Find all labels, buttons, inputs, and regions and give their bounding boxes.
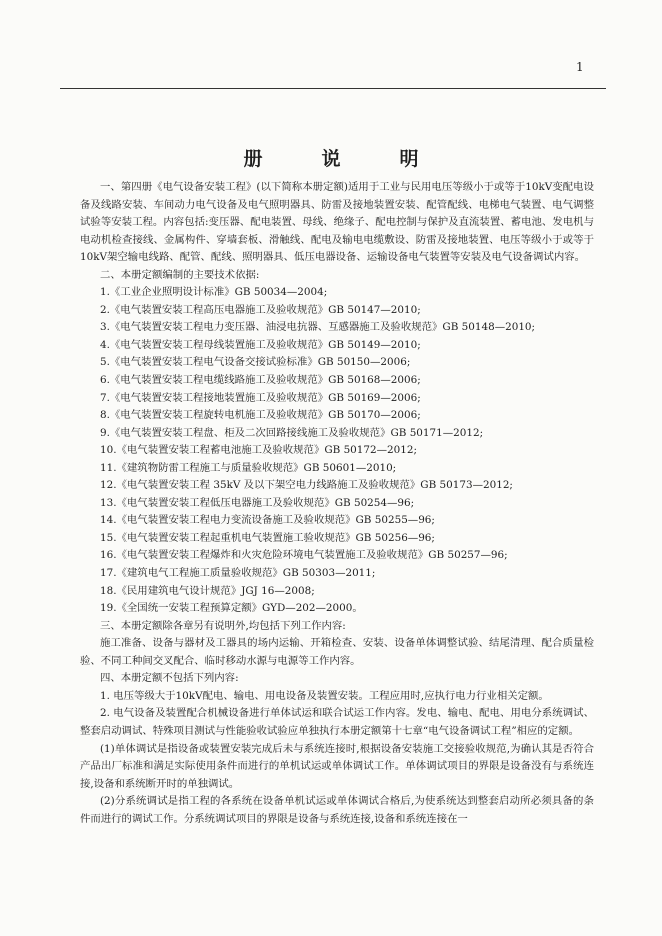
standard-item: 7.《电气装置安装工程接地装置施工及验收规范》GB 50169—2006; <box>100 391 421 404</box>
standard-item: 5.《电气装置安装工程电气设备交接试验标准》GB 50150—2006; <box>100 356 411 369</box>
standard-item: 13.《电气装置安装工程低压电器施工及验收规范》GB 50254—96; <box>100 496 415 509</box>
paragraph-work-scope-heading: 三、本册定额除各章另有说明外,均包括下列工作内容: <box>100 619 346 632</box>
standard-item: 4.《电气装置安装工程母线装置施工及验收规范》GB 50149—2010; <box>100 338 421 351</box>
standard-item: 3.《电气装置安装工程电力变压器、油浸电抗器、互感器施工及验收规范》GB 50148—2010; <box>100 321 536 334</box>
standard-item: 17.《建筑电气工程施工质量验收规范》GB 50303—2011; <box>100 567 376 580</box>
paragraph-exclusions-heading: 四、本册定额不包括下列内容: <box>100 672 239 685</box>
header-rule <box>60 88 606 89</box>
standard-item: 19.《全国统一安装工程预算定额》GYD—202—2000。 <box>100 602 363 615</box>
paragraph-scope: 一、第四册《电气设备安装工程》(以下简称本册定额)适用于工业与民用电压等级小于或等于10kV变配电设备及线路安装、车间动力电气设备及电气照明器具、防雷及接地装置安装、配管配线、电梯电气装置、电气调整试验等安装工程。内容包括:变压器、配电装置、母线、绝缘子、配电控制与保护及直流装置、蓄电池、发电机与电动机检查接线、金属构件、穿墙套板、滑触线、配电及输电电缆敷设、防雷及接地装置、电压等级小于或等于10kV架空输电线路、配管、配线、照明器具、低压电器设备、运输设备电气装置等安装及电气设备调试内容。 <box>80 181 594 264</box>
paragraph-work-scope: 施工准备、设备与器材及工器具的场内运输、开箱检查、安装、设备单体调整试验、结尾清理、配合质量检验、不同工种间交叉配合、临时移动水源与电源等工作内容。 <box>80 637 594 667</box>
standard-item: 12.《电气装置安装工程 35kV 及以下架空电力线路施工及验收规范》GB 50173—2012; <box>100 479 513 492</box>
paragraph-exclusion-1: 1. 电压等级大于10kV配电、输电、用电设备及装置安装。工程应用时,应执行电力行业相关定额。 <box>100 689 549 702</box>
paragraph-subsystem-debugging: (2)分系统调试是指工程的各系统在设备单机试运或单体调试合格后,为使系统达到整套启动所必须具备的条件而进行的调试工作。分系统调试项目的界限是设备与系统连接,设备和系统连接在一 <box>80 795 594 825</box>
page-title: 册 说 明 <box>243 148 439 170</box>
standard-item: 1.《工业企业照明设计标准》GB 50034—2004; <box>100 286 328 299</box>
standard-item: 11.《建筑物防雷工程施工与质量验收规范》GB 50601—2010; <box>100 461 397 474</box>
standard-item: 6.《电气装置安装工程电缆线路施工及验收规范》GB 50168—2006; <box>100 374 421 387</box>
document-body <box>80 179 594 828</box>
page-number: 1 <box>576 60 584 74</box>
standard-item: 9.《电气装置安装工程盘、柜及二次回路接线施工及验收规范》GB 50171—2012; <box>100 426 484 439</box>
standard-item: 14.《电气装置安装工程电力变流设备施工及验收规范》GB 50255—96; <box>100 514 435 527</box>
standard-item: 10.《电气装置安装工程蓄电池施工及验收规范》GB 50172—2012; <box>100 444 417 457</box>
standard-item: 15.《电气装置安装工程起重机电气装置施工验收规范》GB 50256—96; <box>100 531 435 544</box>
standard-item: 8.《电气装置安装工程旋转电机施工及验收规范》GB 50170—2006; <box>100 409 421 422</box>
paragraph-exclusion-2: 2. 电气设备及装置配合机械设备进行单体试运和联合试运工作内容。发电、输电、配电、用电分系统调试、整套启动调试、特殊项目测试与性能验收试验应单独执行本册定额第十七章“电气设备调试工程”相应的定额。 <box>80 707 594 737</box>
standard-item: 16.《电气装置安装工程爆炸和火灾危险环境电气装置施工及验收规范》GB 50257—96; <box>100 549 508 562</box>
standard-item: 18.《民用建筑电气设计规范》JGJ 16—2008; <box>100 584 315 597</box>
paragraph-basis-heading: 二、本册定额编制的主要技术依据: <box>100 268 260 281</box>
paragraph-unit-debugging: (1)单体调试是指设备或装置安装完成后未与系统连接时,根据设备安装施工交接验收规范,为确认其是否符合产品出厂标准和满足实际使用条件而进行的单机试运或单体调试工作。单体调试项目的界限是设备没有与系统连接,设备和系统断开时的单独调试。 <box>80 742 594 790</box>
standard-item: 2.《电气装置安装工程高压电器施工及验收规范》GB 50147—2010; <box>100 303 421 316</box>
